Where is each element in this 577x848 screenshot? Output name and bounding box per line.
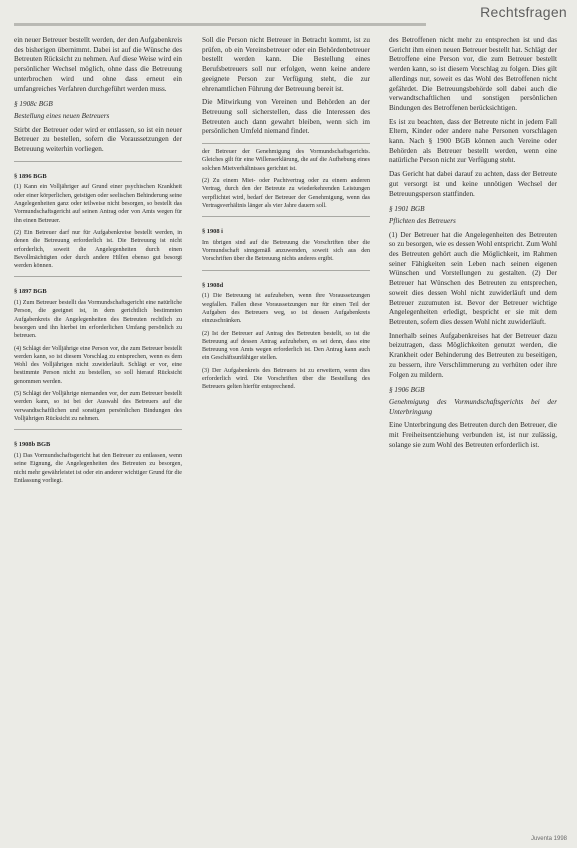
statute-box	[202, 270, 370, 392]
statute-paragraph: (1) Kann ein Volljähriger auf Grund einer psychischen Krankheit oder einer körperlichen, geistigen oder seelischen Behinderung seine Angelegenheiten ganz oder teilweise nicht besorgen, so bestellt das Vormundschaftsgericht auf seinen Antrag oder von Amts wegen für ihn einen Betreuer.	[14, 184, 182, 224]
statute-paragraph: (2) Ein Betreuer darf nur für Aufgabenkreise bestellt werden, in denen die Betreuung erforderlich ist. Die Betreuung ist nicht erforderlich, soweit die Angelegenheiten durch einen Bevollmächtigten oder durch andere Hilfen ebenso gut besorgt werden können.	[14, 229, 182, 270]
page-number: Juventa 1998	[530, 836, 567, 842]
paragraph: Die Mitwirkung von Vereinen und Behörden an der Betreuung soll sicherstellen, dass die Interessen des Betreuten auch dann gewahrt bleiben, wenn sich im persönlichen Umfeld niemand findet.	[202, 98, 370, 136]
statute-box	[14, 276, 182, 423]
paragraph: ein neuer Betreuer bestellt werden, der den Aufgabenkreis des bisherigen übernimmt. Dabei ist auf die Wünsche des Betreuten Rücksicht zu nehmen. Auf diese Weise wird ein persönlicher Wechsel möglich, ohne dass die Betreuung unterbrochen wird und ohne dass erneut ein umfangreiches Verfahren durchgeführt werden muss.	[14, 36, 182, 93]
statute-heading: § 1908d	[202, 281, 224, 289]
statute-box	[202, 216, 370, 264]
law-heading: § 1906 BGB	[389, 386, 425, 395]
law-title: Pflichten des Betreuers	[389, 216, 456, 225]
statute-paragraph: (1) Das Vormundschaftsgericht hat den Betreuer zu entlassen, wenn seine Eignung, die Angelegenheiten des Betreuten zu besorgen, nicht mehr gewährleistet ist oder ein anderer wichtiger Grund für die Entlassung vorliegt.	[14, 452, 182, 484]
column-right	[389, 36, 557, 454]
statute-paragraph: (1) Die Betreuung ist aufzuheben, wenn ihre Voraussetzungen wegfallen. Fallen diese Voraussetzungen nur für einen Teil der Aufgaben des Betreuers weg, so ist dessen Aufgabenkreis einzuschränken.	[202, 293, 370, 325]
statute-paragraph: (4) Schlägt der Volljährige eine Person vor, die zum Betreuer bestellt werden kann, so ist diesem Vorschlag zu entsprechen, wenn es dem Wohl des Volljährigen nicht zuwiderläuft. Schlägt er vor, eine bestimmte Person nicht zu bestellen, so soll hierauf Rücksicht genommen werden.	[14, 345, 182, 385]
header-rule	[14, 23, 426, 26]
paragraph: des Betroffenen nicht mehr zu entsprechen ist und das Gericht ihm einen neuen Betreuer bestellt hat. Schlägt der Betroffene eine Person vor, die zum Betreuer bestellt werden kann, so ist diesem Vorschlag zu folgen. Dies gilt allerdings nur, soweit es das Wohl des Betroffenen nicht gefährdet. Die Betreuungsbehörde soll dabei auch die verwandtschaftlichen und sonstigen persönlichen Bindungen des Betroffenen berücksichtigen.	[389, 36, 557, 112]
statute-heading: § 1908 i	[202, 228, 223, 236]
law-title: Bestellung eines neuen Betreuers	[14, 111, 110, 120]
statute-paragraph: (5) Schlägt der Volljährige niemanden vor, der zum Betreuer bestellt werden kann, so ist bei der Auswahl des Betreuers auf die verwandtschaftlichen und sonstigen persönlichen Bindungen des Volljährigen Rücksicht zu nehmen.	[14, 391, 182, 422]
statute-box	[14, 429, 182, 485]
running-head: Rechtsfragen	[480, 4, 567, 20]
statute-paragraph: (2) Zu einem Miet- oder Pachtvertrag oder zu einem anderen Vertrag, durch den der Betreute zu wiederkehrenden Leistungen verpflichtet wird, bedarf der Betreuer der Genehmigung, wenn das Vertragsverhältnis länger als vier Jahre dauern soll.	[202, 177, 370, 209]
paragraph: Das Gericht hat dabei darauf zu achten, dass der Betreute gut versorgt ist und keine unnötigen Wechsel der Betreuungsperson stattfinden.	[389, 170, 557, 198]
law-heading: § 1901 BGB	[389, 205, 425, 214]
paragraph: Innerhalb seines Aufgabenkreises hat der Betreuer dazu beizutragen, dass Möglichkeiten genutzt werden, die Krankheit oder Behinderung des Betreuten zu beseitigen, zu bessern, ihre Verschlimmerung zu verhüten oder ihre Folgen zu mildern.	[389, 331, 557, 379]
statute-paragraph: der Betreuer der Genehmigung des Vormundschaftsgerichts. Gleiches gilt für eine Willenserklärung, die auf die Aufhebung eines solchen Mietverhältnisses gerichtet ist.	[202, 149, 370, 172]
statute-paragraph: (1) Zum Betreuer bestellt das Vormundschaftsgericht eine natürliche Person, die geeignet ist, in dem gerichtlich bestimmten Aufgabenkreis die Angelegenheiten des Betreuten rechtlich zu besorgen und ihn hierbei im erforderlichen Umfang persönlich zu betreuen.	[14, 300, 182, 340]
statute-heading: § 1908b BGB	[14, 441, 51, 449]
paragraph: Stirbt der Betreuer oder wird er entlassen, so ist ein neuer Betreuer zu bestellen, sofern die Voraussetzungen der Betreuung weiterhin vorliegen.	[14, 125, 182, 154]
statute-box	[14, 161, 182, 271]
law-heading: § 1908c BGB	[14, 100, 53, 109]
paragraph: Es ist zu beachten, dass der Betreute nicht in jedem Fall Eltern, Kinder oder andere nahe Personen vorschlagen kann. Nach § 1900 BGB können auch Vereine oder Behörden als Betreuer bestellt werden, wenn eine natürliche Person nicht zur Verfügung steht.	[389, 117, 557, 165]
paragraph: Eine Unterbringung des Betreuten durch den Betreuer, die mit Freiheitsentziehung verbunden ist, ist nur zulässig, solange sie zum Wohl des Betreuten erforderlich ist.	[389, 421, 557, 449]
paragraph: Soll die Person nicht Betreuer in Betracht kommt, ist zu prüfen, ob ein Vereinsbetreuer oder ein Behördenbetreuer bestellt werden kann. Die Bestellung eines Berufsbetreuers soll nur erfolgen, wenn keine andere geeignete Person zur Verfügung steht, die zur ehrenamtlichen Führung der Betreuung bereit ist.	[202, 36, 370, 93]
statute-paragraph: Im übrigen sind auf die Betreuung die Vorschriften über die Vormundschaft sinngemäß anzuwenden, soweit sich aus den Vorschriften über die Betreuung nichts anderes ergibt.	[202, 239, 370, 263]
statute-paragraph: (3) Der Aufgabenkreis des Betreuers ist zu erweitern, wenn dies erforderlich wird. Die Vorschriften über die Bestellung des Betreuers gelten hierfür entsprechend.	[202, 367, 370, 391]
statute-box	[202, 143, 370, 210]
statute-paragraph: (2) Ist der Betreuer auf Antrag des Betreuten bestellt, so ist die Betreuung auf dessen Antrag aufzuheben, es sei denn, dass eine Betreuung von Amts wegen erforderlich ist. Den Antrag kann auch ein Geschäftsunfähiger stellen.	[202, 330, 370, 362]
statute-heading: § 1896 BGB	[14, 172, 47, 180]
law-title: Genehmigung des Vormundschaftsgerichts bei der Unterbringung	[389, 397, 557, 416]
paragraph: (1) Der Betreuer hat die Angelegenheiten des Betreuten so zu besorgen, wie es dessen Wohl entspricht. Zum Wohl des Betreuten gehört auch die Möglichkeit, im Rahmen seiner Fähigkeiten sein Leben nach seinen eigenen Wünschen und Vorstellungen zu gestalten. (2) Der Betreuer hat Wünschen des Betreuten zu entsprechen, soweit dies dessen Wohl nicht zuwiderläuft und dem Betreuer zuzumuten ist. Bevor der Betreuer wichtige Angelegenheiten erledigt, bespricht er sie mit dem Betreuten, sofern dies dessen Wohl nicht zuwiderläuft.	[389, 230, 557, 326]
column-middle	[202, 36, 370, 396]
column-left	[14, 36, 182, 489]
statute-heading: § 1897 BGB	[14, 288, 47, 296]
